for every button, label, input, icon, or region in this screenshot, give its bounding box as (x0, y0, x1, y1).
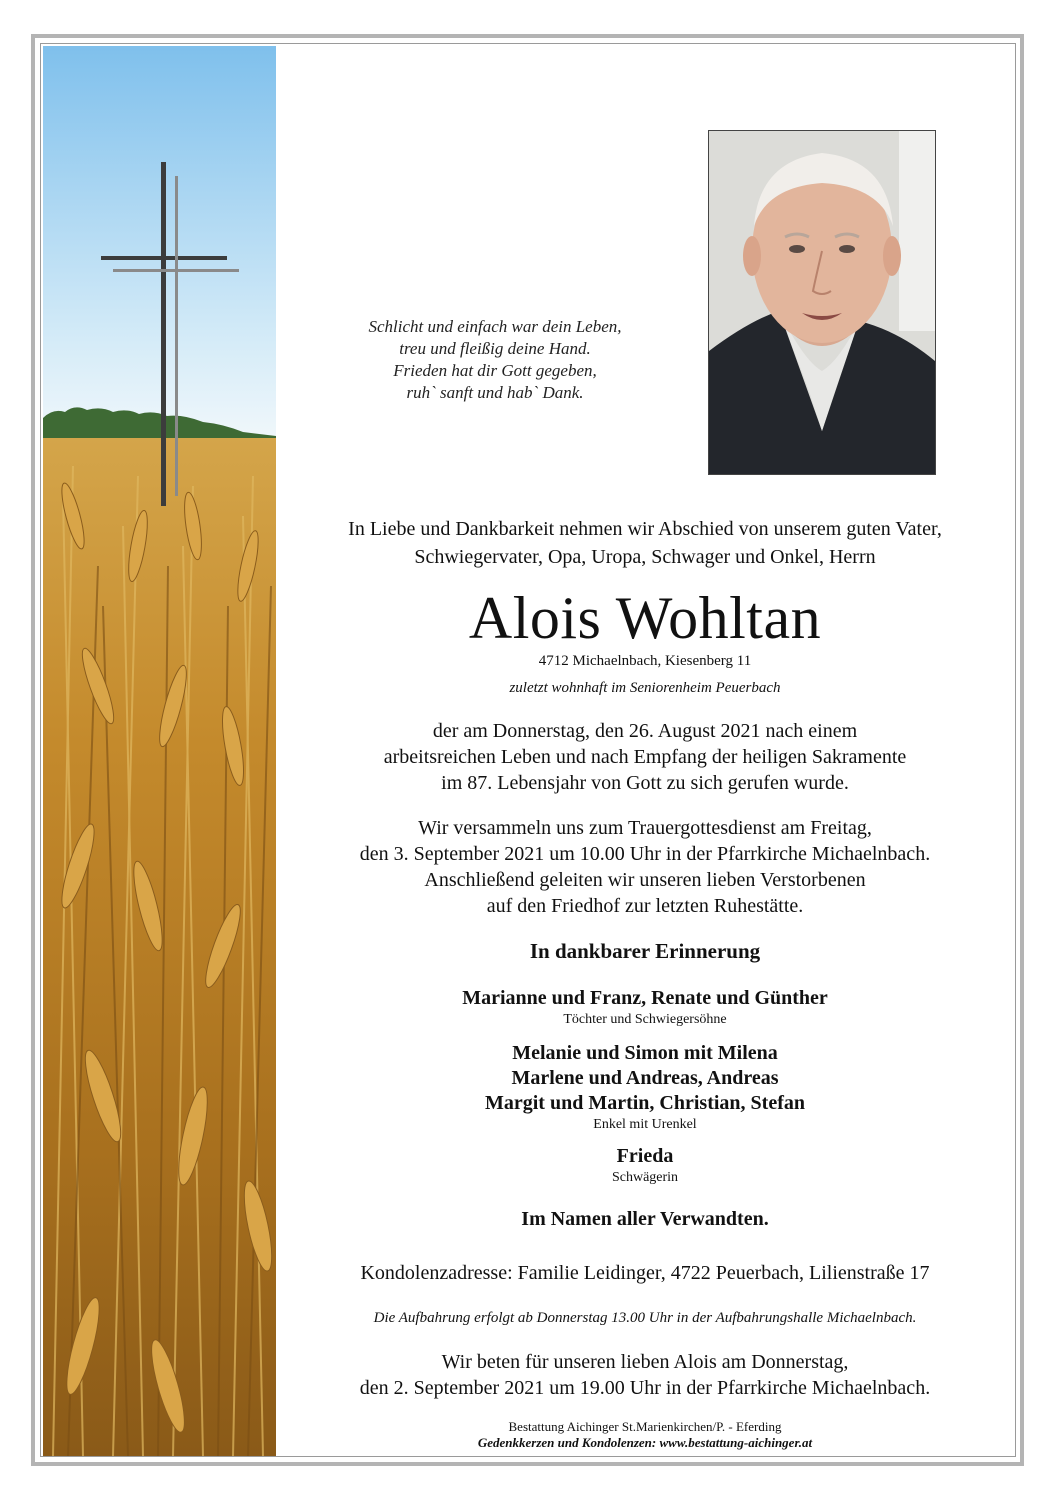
intro-line: In Liebe und Dankbarkeit nehmen wir Abschied von unserem guten Vater, (348, 518, 942, 540)
funeral-service (300, 815, 990, 919)
laying-out-notice: Die Aufbahrung erfolgt ab Donnerstag 13.00 Uhr in der Aufbahrungshalle Michaelnbach. (373, 1310, 917, 1326)
deceased-address: 4712 Michaelnbach, Kiesenberg 11 (538, 653, 752, 669)
family-group-sister-in-law (300, 1144, 990, 1187)
family-group-grandchildren (300, 1041, 990, 1134)
cross-vertical (161, 162, 166, 506)
cross-shadow-vertical (175, 176, 178, 496)
remembrance-heading: In dankbarer Erinnerung (529, 939, 761, 963)
candles-website: Gedenkkerzen und Kondolenzen: www.bestattung-aichinger.at (477, 1435, 813, 1450)
family-names: Frieda (616, 1145, 674, 1167)
prayer-line: den 2. September 2021 um 19.00 Uhr in der Pfarrkirche Michaelnbach. (359, 1377, 931, 1399)
closing-text: Im Namen aller Verwandten. (521, 1208, 769, 1230)
service-line: den 3. September 2021 um 10.00 Uhr in der Pfarrkirche Michaelnbach. (359, 843, 931, 865)
prayer-notice (300, 1349, 990, 1401)
intro-line: Schwiegervater, Opa, Uropa, Schwager und Onkel, Herrn (414, 546, 876, 568)
deceased-name: Alois Wohltan (468, 585, 822, 651)
family-role: Töchter und Schwiegersöhne (563, 1012, 727, 1027)
intro-text (300, 515, 990, 571)
prayer-line: Wir beten für unseren lieben Alois am Donnerstag, (441, 1351, 849, 1373)
family-role: Enkel mit Urenkel (593, 1117, 697, 1132)
cross-shadow-horizontal (113, 269, 239, 272)
poem-line: Frieden hat dir Gott gegeben, (393, 361, 597, 380)
poem-line: Schlicht und einfach war dein Leben, (368, 317, 622, 336)
family-names: Marianne und Franz, Renate und Günther (462, 987, 828, 1009)
family-names: Marlene und Andreas, Andreas (511, 1067, 779, 1089)
family-group-daughters (300, 986, 990, 1029)
family-names: Margit und Martin, Christian, Stefan (485, 1092, 805, 1114)
condolence-address: Kondolenzadresse: Familie Leidinger, 4722 Peuerbach, Lilienstraße 17 (360, 1262, 930, 1284)
last-residence: zuletzt wohnhaft im Seniorenheim Peuerbach (509, 680, 781, 696)
death-line: im 87. Lebensjahr von Gott zu sich gerufen wurde. (441, 772, 849, 794)
poem-line: treu und fleißig deine Hand. (399, 339, 591, 358)
service-line: Wir versammeln uns zum Trauergottesdienst am Freitag, (418, 817, 872, 839)
portrait-photo (708, 130, 936, 475)
poem (300, 316, 690, 404)
death-line: der am Donnerstag, den 26. August 2021 nach einem (432, 720, 858, 742)
family-role: Schwägerin (611, 1170, 679, 1185)
cross-horizontal (101, 256, 227, 260)
poem-line: ruh` sanft und hab` Dank. (406, 383, 584, 402)
death-line: arbeitsreichen Leben und nach Empfang der heiligen Sakramente (383, 746, 907, 768)
family-names: Melanie und Simon mit Milena (512, 1042, 778, 1064)
death-notice (300, 718, 990, 796)
service-line: auf den Friedhof zur letzten Ruhestätte. (486, 895, 804, 917)
undertaker-info: Bestattung Aichinger St.Marienkirchen/P. - Eferding (508, 1419, 782, 1434)
service-line: Anschließend geleiten wir unseren lieben Verstorbenen (424, 869, 866, 891)
wheat-field-cross-image (43, 46, 276, 1456)
